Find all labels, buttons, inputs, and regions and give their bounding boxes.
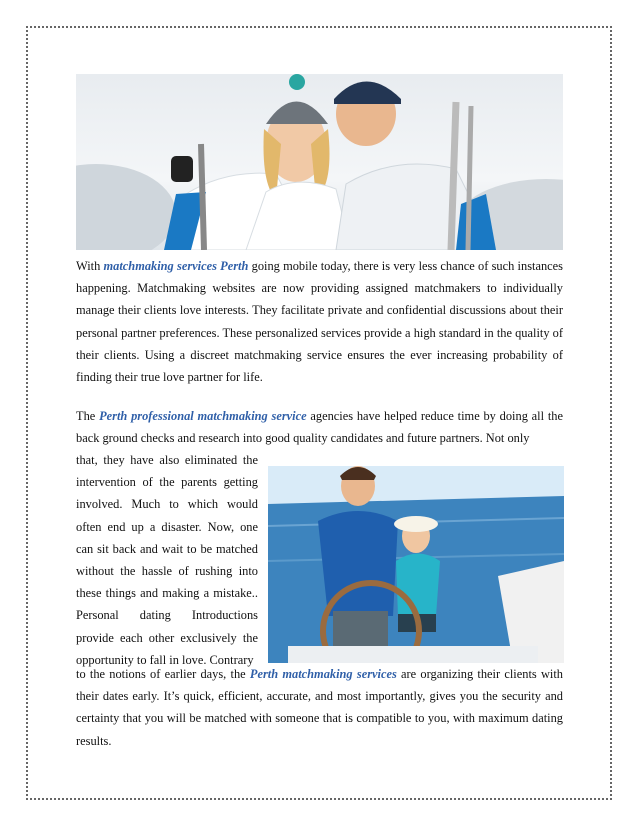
p1-text-start: With [76, 259, 104, 273]
paragraph-1 [76, 255, 563, 388]
paragraph-3 [76, 663, 563, 752]
p3-text-start: to the notions of earlier days, the [76, 667, 250, 681]
p2-text-mid: agencies have helped reduce time by doing all the back ground checks and research into good quality candidates and future partners. Not only [76, 409, 563, 446]
matchmaking-services-perth-link[interactable]: matchmaking services Perth [103, 259, 249, 273]
paragraph-2-narrow-column [76, 449, 258, 671]
perth-matchmaking-services-link[interactable]: Perth matchmaking services [249, 667, 397, 681]
perth-professional-matchmaking-service-link[interactable]: Perth professional matchmaking service [99, 409, 307, 423]
p1-text-end: going mobile today, there is very less chance of such instances happening. Matchmaking websites are now providing assigned matchmakers to individually manage their clients love interests. They facilitate private and confidential discussions about their personal partner preferences. These personalized services provide a high standard in the quality of their clients. Using a discreet matchmaking service ensures the ever increasing probability of finding their true love partner for life. [76, 259, 563, 385]
sailing-couple-photo [268, 466, 564, 663]
paragraph-2-intro [76, 405, 563, 449]
ski-couple-photo [76, 74, 563, 250]
p2-text-start: The [76, 409, 100, 423]
p3-text-end: are organizing their clients with their dates early. It’s quick, efficient, accurate, and most importantly, gives you the security and certainty that you will be matched with someone that is compatible to you, with maximum dating results. [76, 667, 563, 748]
p2-narrow-text: that, they have also eliminated the intervention of the parents getting involved. Much to which would often end up a disaster. Now, one can sit back and wait to be matched without the hassle of rushing into these things and making a mistake.. Personal dating Introductions provide each other exclusively the opportunity to fall in love. Contrary [76, 453, 258, 667]
